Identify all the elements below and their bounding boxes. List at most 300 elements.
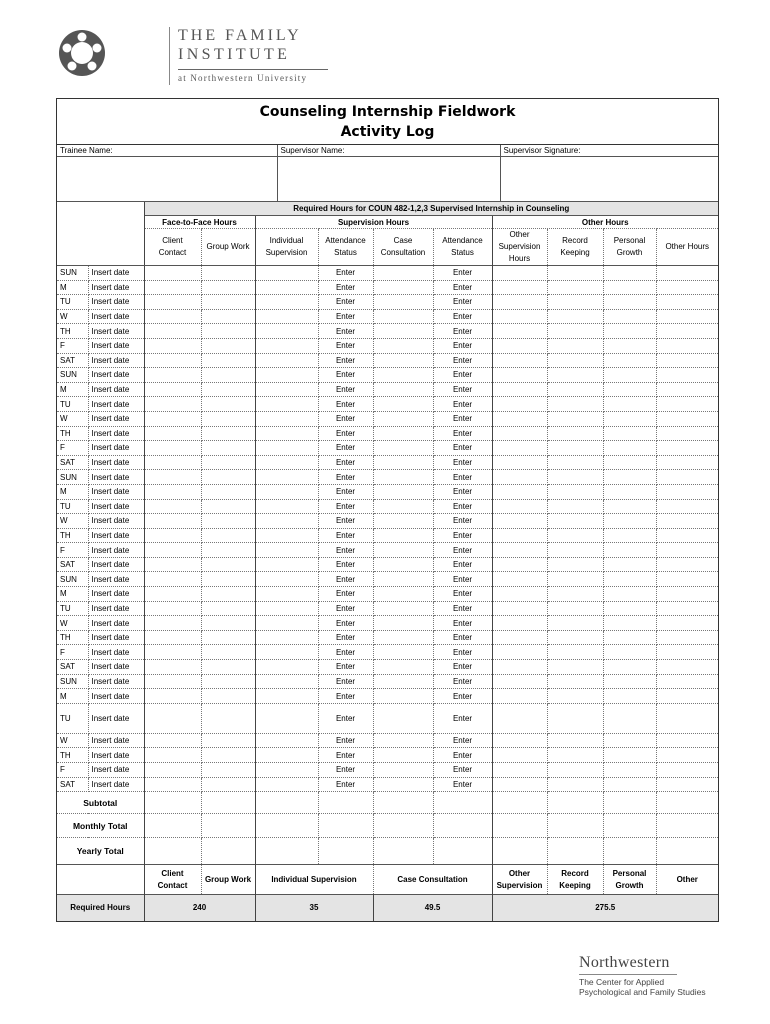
case-consultation-cell[interactable] [373,689,433,704]
group-work-cell[interactable] [201,484,255,499]
date-field[interactable]: Insert date [88,324,144,339]
record-keeping-cell[interactable] [547,455,603,470]
personal-growth-cell[interactable] [603,411,656,426]
personal-growth-cell[interactable] [603,645,656,660]
client-contact-cell[interactable] [144,426,201,441]
personal-growth-cell[interactable] [603,470,656,485]
attendance-status-dropdown-2[interactable]: Enter [433,763,492,778]
group-work-cell[interactable] [201,266,255,281]
case-consultation-cell[interactable] [373,411,433,426]
other-supervision-cell[interactable] [492,514,547,529]
group-work-cell[interactable] [201,572,255,587]
record-keeping-cell[interactable] [547,528,603,543]
record-keeping-cell[interactable] [547,557,603,572]
case-consultation-cell[interactable] [373,543,433,558]
attendance-status-dropdown-2[interactable]: Enter [433,441,492,456]
attendance-status-dropdown[interactable]: Enter [318,426,373,441]
client-contact-cell[interactable] [144,733,201,748]
other-hours-cell[interactable] [656,353,718,368]
client-contact-cell[interactable] [144,543,201,558]
client-contact-cell[interactable] [144,572,201,587]
other-hours-cell[interactable] [656,528,718,543]
personal-growth-cell[interactable] [603,484,656,499]
individual-supervision-cell[interactable] [255,557,318,572]
attendance-status-dropdown-2[interactable]: Enter [433,499,492,514]
attendance-status-dropdown[interactable]: Enter [318,557,373,572]
other-supervision-cell[interactable] [492,295,547,310]
personal-growth-cell[interactable] [603,630,656,645]
individual-supervision-cell[interactable] [255,763,318,778]
individual-supervision-cell[interactable] [255,295,318,310]
attendance-status-dropdown-2[interactable]: Enter [433,630,492,645]
attendance-status-dropdown[interactable]: Enter [318,528,373,543]
individual-supervision-cell[interactable] [255,689,318,704]
attendance-status-dropdown[interactable]: Enter [318,455,373,470]
other-hours-cell[interactable] [656,630,718,645]
individual-supervision-cell[interactable] [255,309,318,324]
other-hours-cell[interactable] [656,266,718,281]
date-field[interactable]: Insert date [88,674,144,689]
case-consultation-cell[interactable] [373,587,433,602]
other-hours-cell[interactable] [656,777,718,792]
record-keeping-cell[interactable] [547,572,603,587]
client-contact-cell[interactable] [144,499,201,514]
attendance-status-dropdown-2[interactable]: Enter [433,616,492,631]
record-keeping-cell[interactable] [547,397,603,412]
record-keeping-cell[interactable] [547,499,603,514]
client-contact-cell[interactable] [144,601,201,616]
attendance-status-dropdown[interactable]: Enter [318,616,373,631]
other-hours-cell[interactable] [656,441,718,456]
record-keeping-cell[interactable] [547,543,603,558]
personal-growth-cell[interactable] [603,557,656,572]
date-field[interactable]: Insert date [88,528,144,543]
attendance-status-dropdown[interactable]: Enter [318,382,373,397]
other-hours-cell[interactable] [656,557,718,572]
record-keeping-cell[interactable] [547,338,603,353]
case-consultation-cell[interactable] [373,763,433,778]
case-consultation-cell[interactable] [373,660,433,675]
attendance-status-dropdown-2[interactable]: Enter [433,748,492,763]
other-hours-cell[interactable] [656,397,718,412]
case-consultation-cell[interactable] [373,733,433,748]
date-field[interactable]: Insert date [88,660,144,675]
individual-supervision-cell[interactable] [255,397,318,412]
case-consultation-cell[interactable] [373,601,433,616]
individual-supervision-cell[interactable] [255,777,318,792]
personal-growth-cell[interactable] [603,587,656,602]
attendance-status-dropdown[interactable]: Enter [318,324,373,339]
personal-growth-cell[interactable] [603,309,656,324]
individual-supervision-cell[interactable] [255,572,318,587]
date-field[interactable]: Insert date [88,338,144,353]
other-hours-cell[interactable] [656,703,718,733]
client-contact-cell[interactable] [144,528,201,543]
case-consultation-cell[interactable] [373,748,433,763]
group-work-cell[interactable] [201,295,255,310]
personal-growth-cell[interactable] [603,601,656,616]
individual-supervision-cell[interactable] [255,382,318,397]
other-hours-cell[interactable] [656,660,718,675]
other-hours-cell[interactable] [656,338,718,353]
date-field[interactable]: Insert date [88,557,144,572]
attendance-status-dropdown[interactable]: Enter [318,411,373,426]
case-consultation-cell[interactable] [373,368,433,383]
group-work-cell[interactable] [201,703,255,733]
other-supervision-cell[interactable] [492,733,547,748]
individual-supervision-cell[interactable] [255,470,318,485]
individual-supervision-cell[interactable] [255,411,318,426]
attendance-status-dropdown-2[interactable]: Enter [433,309,492,324]
personal-growth-cell[interactable] [603,543,656,558]
attendance-status-dropdown-2[interactable]: Enter [433,266,492,281]
other-hours-cell[interactable] [656,543,718,558]
record-keeping-cell[interactable] [547,368,603,383]
attendance-status-dropdown-2[interactable]: Enter [433,645,492,660]
date-field[interactable]: Insert date [88,601,144,616]
personal-growth-cell[interactable] [603,777,656,792]
record-keeping-cell[interactable] [547,295,603,310]
personal-growth-cell[interactable] [603,382,656,397]
case-consultation-cell[interactable] [373,777,433,792]
individual-supervision-cell[interactable] [255,514,318,529]
record-keeping-cell[interactable] [547,748,603,763]
client-contact-cell[interactable] [144,689,201,704]
attendance-status-dropdown[interactable]: Enter [318,266,373,281]
attendance-status-dropdown-2[interactable]: Enter [433,324,492,339]
group-work-cell[interactable] [201,630,255,645]
client-contact-cell[interactable] [144,295,201,310]
date-field[interactable]: Insert date [88,703,144,733]
group-work-cell[interactable] [201,748,255,763]
record-keeping-cell[interactable] [547,266,603,281]
attendance-status-dropdown-2[interactable]: Enter [433,280,492,295]
attendance-status-dropdown-2[interactable]: Enter [433,703,492,733]
date-field[interactable]: Insert date [88,543,144,558]
group-work-cell[interactable] [201,763,255,778]
attendance-status-dropdown[interactable]: Enter [318,397,373,412]
group-work-cell[interactable] [201,601,255,616]
date-field[interactable]: Insert date [88,266,144,281]
case-consultation-cell[interactable] [373,397,433,412]
individual-supervision-cell[interactable] [255,280,318,295]
individual-supervision-cell[interactable] [255,441,318,456]
other-supervision-cell[interactable] [492,748,547,763]
group-work-cell[interactable] [201,733,255,748]
group-work-cell[interactable] [201,382,255,397]
attendance-status-dropdown-2[interactable]: Enter [433,295,492,310]
group-work-cell[interactable] [201,441,255,456]
attendance-status-dropdown[interactable]: Enter [318,645,373,660]
case-consultation-cell[interactable] [373,353,433,368]
personal-growth-cell[interactable] [603,660,656,675]
group-work-cell[interactable] [201,499,255,514]
attendance-status-dropdown-2[interactable]: Enter [433,470,492,485]
group-work-cell[interactable] [201,587,255,602]
case-consultation-cell[interactable] [373,674,433,689]
attendance-status-dropdown[interactable]: Enter [318,733,373,748]
personal-growth-cell[interactable] [603,368,656,383]
personal-growth-cell[interactable] [603,280,656,295]
date-field[interactable]: Insert date [88,309,144,324]
case-consultation-cell[interactable] [373,338,433,353]
record-keeping-cell[interactable] [547,763,603,778]
record-keeping-cell[interactable] [547,601,603,616]
other-hours-cell[interactable] [656,411,718,426]
attendance-status-dropdown[interactable]: Enter [318,587,373,602]
date-field[interactable]: Insert date [88,295,144,310]
date-field[interactable]: Insert date [88,382,144,397]
individual-supervision-cell[interactable] [255,426,318,441]
client-contact-cell[interactable] [144,397,201,412]
attendance-status-dropdown[interactable]: Enter [318,484,373,499]
attendance-status-dropdown[interactable]: Enter [318,777,373,792]
individual-supervision-cell[interactable] [255,484,318,499]
date-field[interactable]: Insert date [88,777,144,792]
attendance-status-dropdown-2[interactable]: Enter [433,587,492,602]
client-contact-cell[interactable] [144,470,201,485]
personal-growth-cell[interactable] [603,266,656,281]
attendance-status-dropdown[interactable]: Enter [318,441,373,456]
client-contact-cell[interactable] [144,324,201,339]
other-supervision-cell[interactable] [492,309,547,324]
date-field[interactable]: Insert date [88,426,144,441]
attendance-status-dropdown-2[interactable]: Enter [433,733,492,748]
personal-growth-cell[interactable] [603,703,656,733]
attendance-status-dropdown[interactable]: Enter [318,470,373,485]
group-work-cell[interactable] [201,616,255,631]
client-contact-cell[interactable] [144,455,201,470]
other-hours-cell[interactable] [656,616,718,631]
group-work-cell[interactable] [201,543,255,558]
date-field[interactable]: Insert date [88,353,144,368]
group-work-cell[interactable] [201,777,255,792]
personal-growth-cell[interactable] [603,689,656,704]
other-supervision-cell[interactable] [492,397,547,412]
other-hours-cell[interactable] [656,426,718,441]
individual-supervision-cell[interactable] [255,733,318,748]
date-field[interactable]: Insert date [88,441,144,456]
supervisor-signature-field[interactable] [500,156,718,201]
attendance-status-dropdown-2[interactable]: Enter [433,689,492,704]
date-field[interactable]: Insert date [88,630,144,645]
attendance-status-dropdown[interactable]: Enter [318,689,373,704]
case-consultation-cell[interactable] [373,324,433,339]
personal-growth-cell[interactable] [603,426,656,441]
other-hours-cell[interactable] [656,601,718,616]
date-field[interactable]: Insert date [88,572,144,587]
record-keeping-cell[interactable] [547,426,603,441]
other-supervision-cell[interactable] [492,499,547,514]
individual-supervision-cell[interactable] [255,674,318,689]
other-supervision-cell[interactable] [492,353,547,368]
attendance-status-dropdown-2[interactable]: Enter [433,382,492,397]
date-field[interactable]: Insert date [88,411,144,426]
record-keeping-cell[interactable] [547,630,603,645]
case-consultation-cell[interactable] [373,266,433,281]
other-supervision-cell[interactable] [492,572,547,587]
other-hours-cell[interactable] [656,309,718,324]
case-consultation-cell[interactable] [373,309,433,324]
attendance-status-dropdown-2[interactable]: Enter [433,338,492,353]
date-field[interactable]: Insert date [88,484,144,499]
client-contact-cell[interactable] [144,777,201,792]
client-contact-cell[interactable] [144,557,201,572]
attendance-status-dropdown-2[interactable]: Enter [433,674,492,689]
personal-growth-cell[interactable] [603,528,656,543]
other-hours-cell[interactable] [656,689,718,704]
group-work-cell[interactable] [201,455,255,470]
record-keeping-cell[interactable] [547,674,603,689]
attendance-status-dropdown-2[interactable]: Enter [433,777,492,792]
record-keeping-cell[interactable] [547,616,603,631]
record-keeping-cell[interactable] [547,470,603,485]
case-consultation-cell[interactable] [373,630,433,645]
group-work-cell[interactable] [201,280,255,295]
other-hours-cell[interactable] [656,455,718,470]
date-field[interactable]: Insert date [88,587,144,602]
record-keeping-cell[interactable] [547,514,603,529]
personal-growth-cell[interactable] [603,748,656,763]
personal-growth-cell[interactable] [603,674,656,689]
case-consultation-cell[interactable] [373,645,433,660]
group-work-cell[interactable] [201,397,255,412]
attendance-status-dropdown-2[interactable]: Enter [433,660,492,675]
individual-supervision-cell[interactable] [255,703,318,733]
individual-supervision-cell[interactable] [255,528,318,543]
client-contact-cell[interactable] [144,763,201,778]
attendance-status-dropdown-2[interactable]: Enter [433,543,492,558]
other-hours-cell[interactable] [656,382,718,397]
other-supervision-cell[interactable] [492,674,547,689]
other-supervision-cell[interactable] [492,441,547,456]
other-hours-cell[interactable] [656,572,718,587]
attendance-status-dropdown[interactable]: Enter [318,499,373,514]
client-contact-cell[interactable] [144,353,201,368]
case-consultation-cell[interactable] [373,455,433,470]
case-consultation-cell[interactable] [373,557,433,572]
group-work-cell[interactable] [201,689,255,704]
client-contact-cell[interactable] [144,660,201,675]
attendance-status-dropdown[interactable]: Enter [318,295,373,310]
date-field[interactable]: Insert date [88,689,144,704]
date-field[interactable]: Insert date [88,397,144,412]
record-keeping-cell[interactable] [547,733,603,748]
attendance-status-dropdown-2[interactable]: Enter [433,528,492,543]
group-work-cell[interactable] [201,411,255,426]
attendance-status-dropdown[interactable]: Enter [318,703,373,733]
other-supervision-cell[interactable] [492,645,547,660]
group-work-cell[interactable] [201,557,255,572]
client-contact-cell[interactable] [144,674,201,689]
other-supervision-cell[interactable] [492,426,547,441]
individual-supervision-cell[interactable] [255,645,318,660]
other-hours-cell[interactable] [656,280,718,295]
other-supervision-cell[interactable] [492,455,547,470]
case-consultation-cell[interactable] [373,426,433,441]
group-work-cell[interactable] [201,426,255,441]
date-field[interactable]: Insert date [88,514,144,529]
group-work-cell[interactable] [201,338,255,353]
other-supervision-cell[interactable] [492,601,547,616]
other-supervision-cell[interactable] [492,630,547,645]
attendance-status-dropdown-2[interactable]: Enter [433,397,492,412]
record-keeping-cell[interactable] [547,324,603,339]
attendance-status-dropdown[interactable]: Enter [318,674,373,689]
personal-growth-cell[interactable] [603,295,656,310]
date-field[interactable]: Insert date [88,499,144,514]
record-keeping-cell[interactable] [547,484,603,499]
personal-growth-cell[interactable] [603,733,656,748]
other-hours-cell[interactable] [656,484,718,499]
attendance-status-dropdown[interactable]: Enter [318,309,373,324]
other-supervision-cell[interactable] [492,557,547,572]
date-field[interactable]: Insert date [88,733,144,748]
individual-supervision-cell[interactable] [255,368,318,383]
attendance-status-dropdown-2[interactable]: Enter [433,353,492,368]
other-hours-cell[interactable] [656,295,718,310]
case-consultation-cell[interactable] [373,295,433,310]
other-supervision-cell[interactable] [492,763,547,778]
other-supervision-cell[interactable] [492,324,547,339]
other-hours-cell[interactable] [656,645,718,660]
client-contact-cell[interactable] [144,616,201,631]
date-field[interactable]: Insert date [88,368,144,383]
other-supervision-cell[interactable] [492,528,547,543]
personal-growth-cell[interactable] [603,499,656,514]
client-contact-cell[interactable] [144,645,201,660]
record-keeping-cell[interactable] [547,353,603,368]
other-supervision-cell[interactable] [492,703,547,733]
individual-supervision-cell[interactable] [255,324,318,339]
date-field[interactable]: Insert date [88,763,144,778]
individual-supervision-cell[interactable] [255,499,318,514]
record-keeping-cell[interactable] [547,382,603,397]
other-supervision-cell[interactable] [492,368,547,383]
case-consultation-cell[interactable] [373,572,433,587]
attendance-status-dropdown[interactable]: Enter [318,543,373,558]
attendance-status-dropdown[interactable]: Enter [318,353,373,368]
client-contact-cell[interactable] [144,630,201,645]
personal-growth-cell[interactable] [603,338,656,353]
group-work-cell[interactable] [201,674,255,689]
personal-growth-cell[interactable] [603,324,656,339]
other-supervision-cell[interactable] [492,280,547,295]
other-hours-cell[interactable] [656,733,718,748]
case-consultation-cell[interactable] [373,499,433,514]
record-keeping-cell[interactable] [547,645,603,660]
record-keeping-cell[interactable] [547,411,603,426]
date-field[interactable]: Insert date [88,748,144,763]
personal-growth-cell[interactable] [603,514,656,529]
case-consultation-cell[interactable] [373,484,433,499]
date-field[interactable]: Insert date [88,470,144,485]
attendance-status-dropdown-2[interactable]: Enter [433,572,492,587]
case-consultation-cell[interactable] [373,441,433,456]
attendance-status-dropdown[interactable]: Enter [318,630,373,645]
attendance-status-dropdown-2[interactable]: Enter [433,484,492,499]
client-contact-cell[interactable] [144,748,201,763]
individual-supervision-cell[interactable] [255,601,318,616]
individual-supervision-cell[interactable] [255,660,318,675]
other-supervision-cell[interactable] [492,689,547,704]
client-contact-cell[interactable] [144,338,201,353]
other-hours-cell[interactable] [656,324,718,339]
individual-supervision-cell[interactable] [255,616,318,631]
attendance-status-dropdown-2[interactable]: Enter [433,514,492,529]
date-field[interactable]: Insert date [88,616,144,631]
personal-growth-cell[interactable] [603,572,656,587]
